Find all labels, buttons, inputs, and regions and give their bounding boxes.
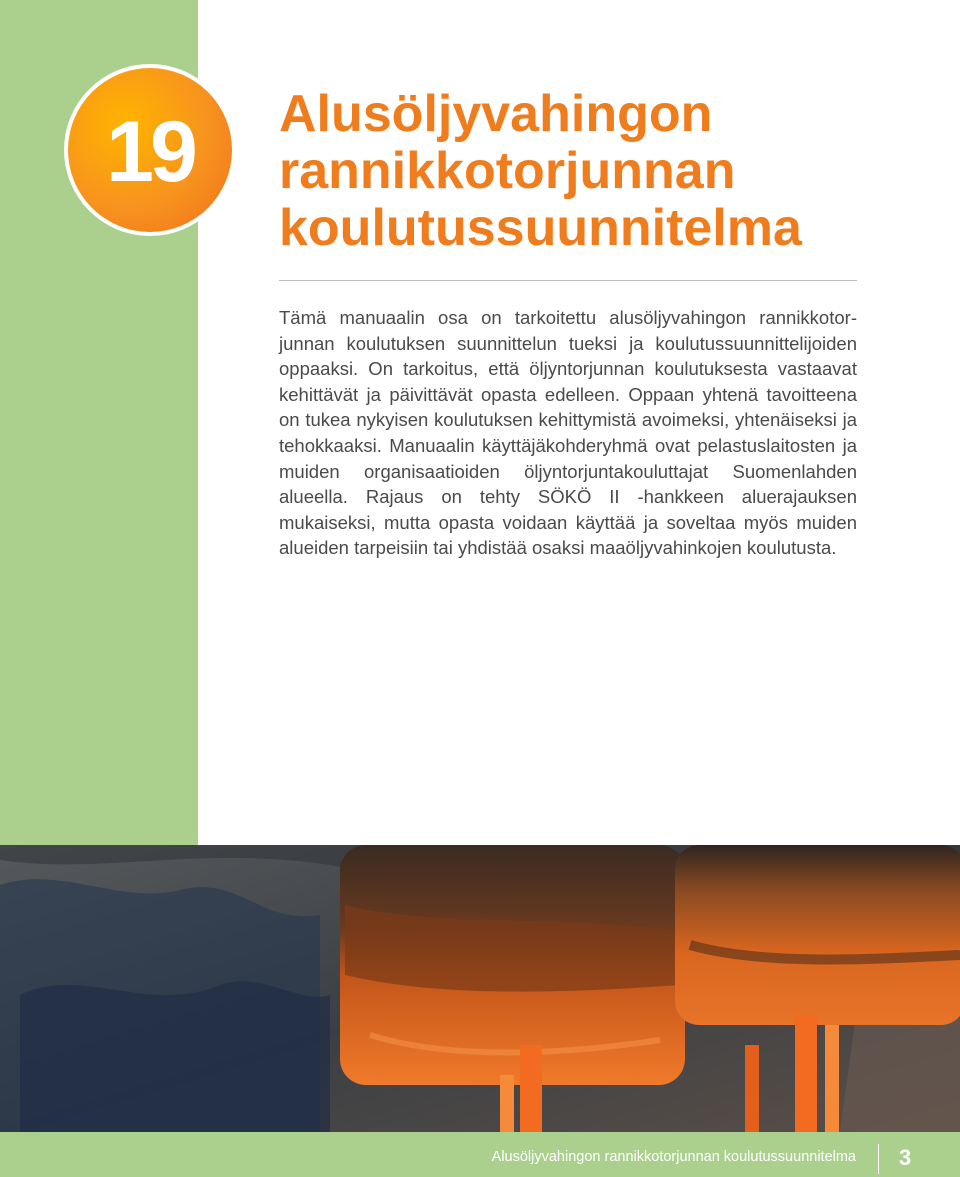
footer-running-title: Alusöljyvahingon rannikkotorjunnan koulutussuunnitelma: [491, 1149, 856, 1165]
oil-spill-photo: [0, 845, 960, 1132]
page-footer: [0, 1132, 960, 1177]
chapter-circle: [68, 68, 232, 232]
chapter-number: 19: [106, 103, 194, 200]
footer-separator: [878, 1144, 879, 1174]
page-number: 3: [899, 1145, 912, 1170]
page-title-line-1: Alusöljyvahingon: [279, 85, 713, 143]
page-title-line-3: koulutussuunnitelma: [279, 199, 802, 257]
chapter-badge: [64, 64, 236, 236]
oil-covered-buoys-illustration: [0, 845, 960, 1132]
title-divider: [279, 280, 857, 281]
page-title-line-2: rannikkotorjunnan: [279, 142, 736, 200]
page-title: [279, 86, 899, 257]
intro-paragraph: Tämä manuaalin osa on tarkoitettu alusöljyvahingon rannikkotorjunnan koulutuksen suunnittelun tueksi ja koulutussuunnittelijoiden oppaaksi. On tarkoitus, että öljyntorjunnan koulutuksesta vastaavat kehittävät ja päivittävät opasta edelleen. Oppaan yhtenä tavoitteena on tukea nykyisen koulutuksen kehittymistä avoimeksi, yhtenäiseksi ja tehokkaaksi. Manuaalin käyttäjäkohderyhmä ovat pelastuslaitosten ja muiden organisaatioiden öljyntorjuntakouluttajat Suomenlahden alueella. Rajaus on tehty SÖKÖ II -hankkeen aluerajauksen mukaiseksi, mutta opasta voidaan käyttää ja soveltaa myös muiden alueiden tarpeisiin tai yhdistää osaksi maaöljyvahinkojen koulutusta.: [279, 307, 857, 559]
